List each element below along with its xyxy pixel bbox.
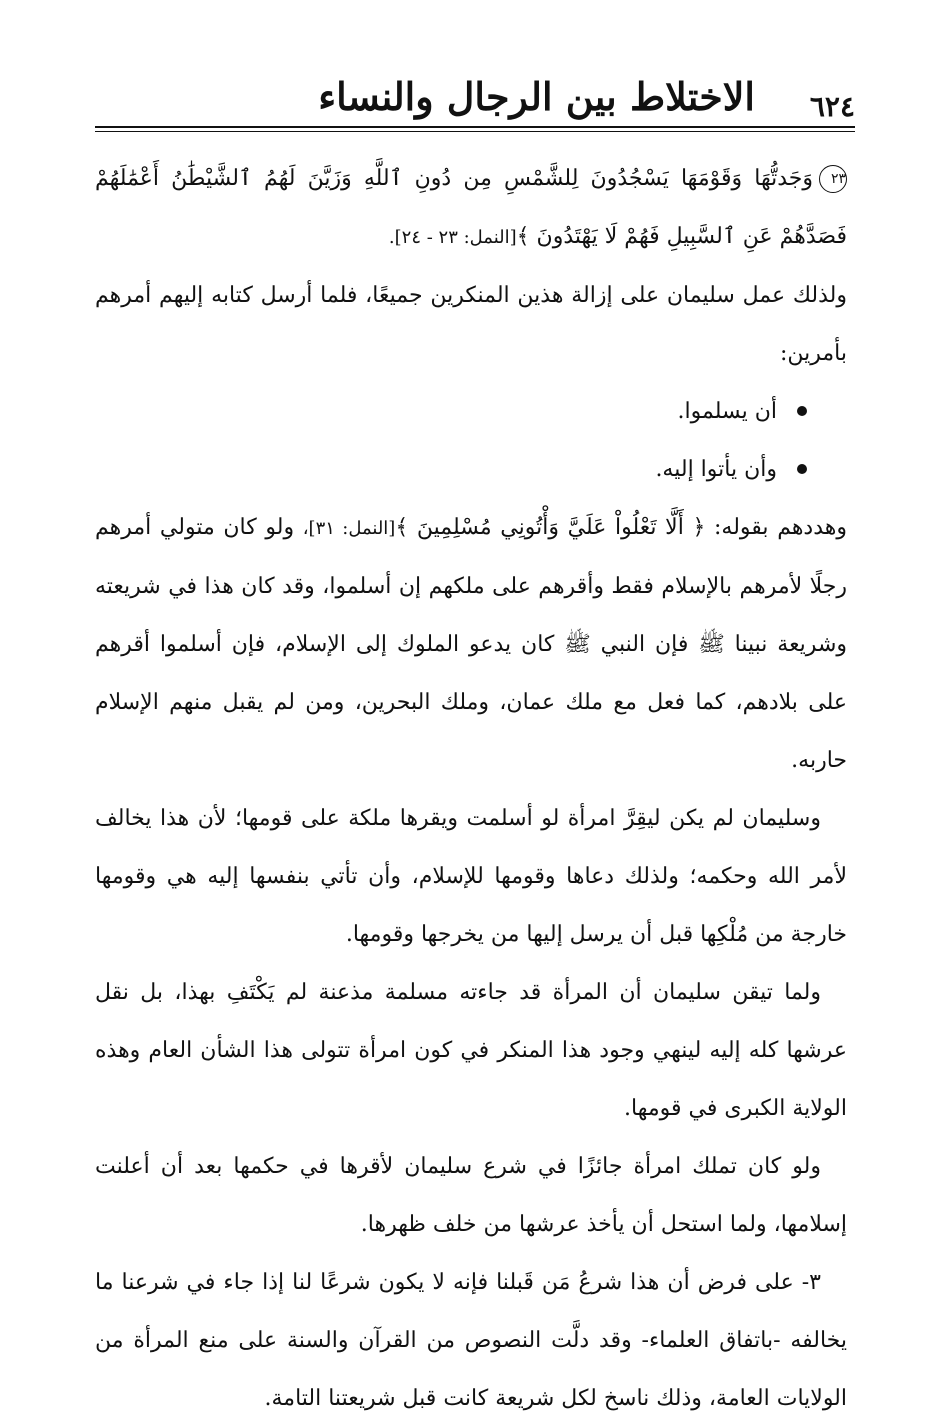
bullet-icon — [797, 464, 807, 474]
paragraph: وسليمان لم يكن ليقِرَّ امرأة لو أسلمت ويقرها ملكة على قومها؛ لأن هذا يخالف لأمر الله وحكمه؛ ولذلك دعاها وقومها للإسلام، وأن تأتي بنفسها إليه هي وقومها خارجة من مُلْكِها قبل أن يرسل إليها من يخرجها وقومها. — [95, 806, 847, 947]
header-rule-thin — [95, 131, 855, 132]
paragraph: ولذلك عمل سليمان على إزالة هذين المنكرين جميعًا، فلما أرسل كتابه إليهم أمرهم بأمرين: — [95, 283, 847, 366]
paragraph: ولو كان تملك امرأة جائزًا في شرع سليمان لأقرها في حكمها بعد أن أعلنت إسلامها، ولما استحل أن يأخذ عرشها من خلف ظهرها. — [95, 1154, 847, 1237]
quran-quote — [95, 150, 847, 267]
list-item — [95, 383, 807, 441]
page-number: ٦٢٤ — [809, 90, 855, 123]
running-title: الاختلاط بين الرجال والنساء — [318, 74, 755, 119]
bullet-list — [95, 383, 847, 499]
verse-number-marker: ٢٣ — [819, 165, 847, 193]
paragraph: ٣- على فرض أن هذا شرعُ مَن قَبلنا فإنه لا يكون شرعًا لنا إذا جاء في شرعنا ما يخالفه -باتفاق العلماء- وقد دلَّت النصوص من القرآن والسنة على منع المرأة من الولايات العامة، وذلك ناسخ لكل شريعة كانت قبل شريعتنا التامة. — [95, 1270, 847, 1411]
quran-verse-text: وَجَدتُّهَا وَقَوْمَهَا يَسْجُدُونَ لِلشَّمْسِ مِن دُونِ ٱللَّهِ وَزَيَّنَ لَهُمُ ٱلشَّيْطَٰنُ أَعْمَٰلَهُمْ فَصَدَّهُمْ عَنِ ٱلسَّبِيلِ فَهُمْ لَا يَهْتَدُونَ ﴾ — [95, 166, 847, 249]
paragraph-lead: وهددهم بقوله: ﴿ أَلَّا تَعْلُواْ عَلَيَّ وَأْتُونِي مُسْلِمِينَ ﴾ — [395, 515, 848, 540]
list-item-text: أن يسلموا. — [677, 399, 777, 424]
list-item — [95, 441, 807, 499]
quran-reference: [النمل: ٢٣ - ٢٤]. — [388, 227, 517, 248]
quran-reference: [النمل: ٣١]، — [302, 518, 396, 539]
header-rule — [95, 126, 855, 128]
list-item-text: وأن يأتوا إليه. — [655, 457, 777, 482]
page-header — [95, 74, 855, 134]
paragraph: ولما تيقن سليمان أن المرأة قد جاءته مسلمة مذعنة لم يَكْتَفِ بهذا، بل نقل عرشها كله إليه لينهي وجود هذا المنكر في كون امرأة تتولى هذا الشأن العام وهذه الولاية الكبرى في قومها. — [95, 980, 847, 1121]
body-text — [95, 150, 847, 1428]
paragraph-rest: ولو كان متولي أمرهم رجلًا لأمرهم بالإسلام فقط وأقرهم على ملكهم إن أسلموا، وقد كان هذا في شريعته وشريعة نبينا ﷺ فإن النبي ﷺ كان يدعو الملوك إلى الإسلام، فإن أسلموا أقرهم على بلادهم، كما فعل مع ملك عمان، وملك البحرين، ومن لم يقبل منهم الإسلام حاربه. — [95, 515, 847, 773]
bullet-icon — [797, 406, 807, 416]
paragraph — [95, 499, 847, 790]
